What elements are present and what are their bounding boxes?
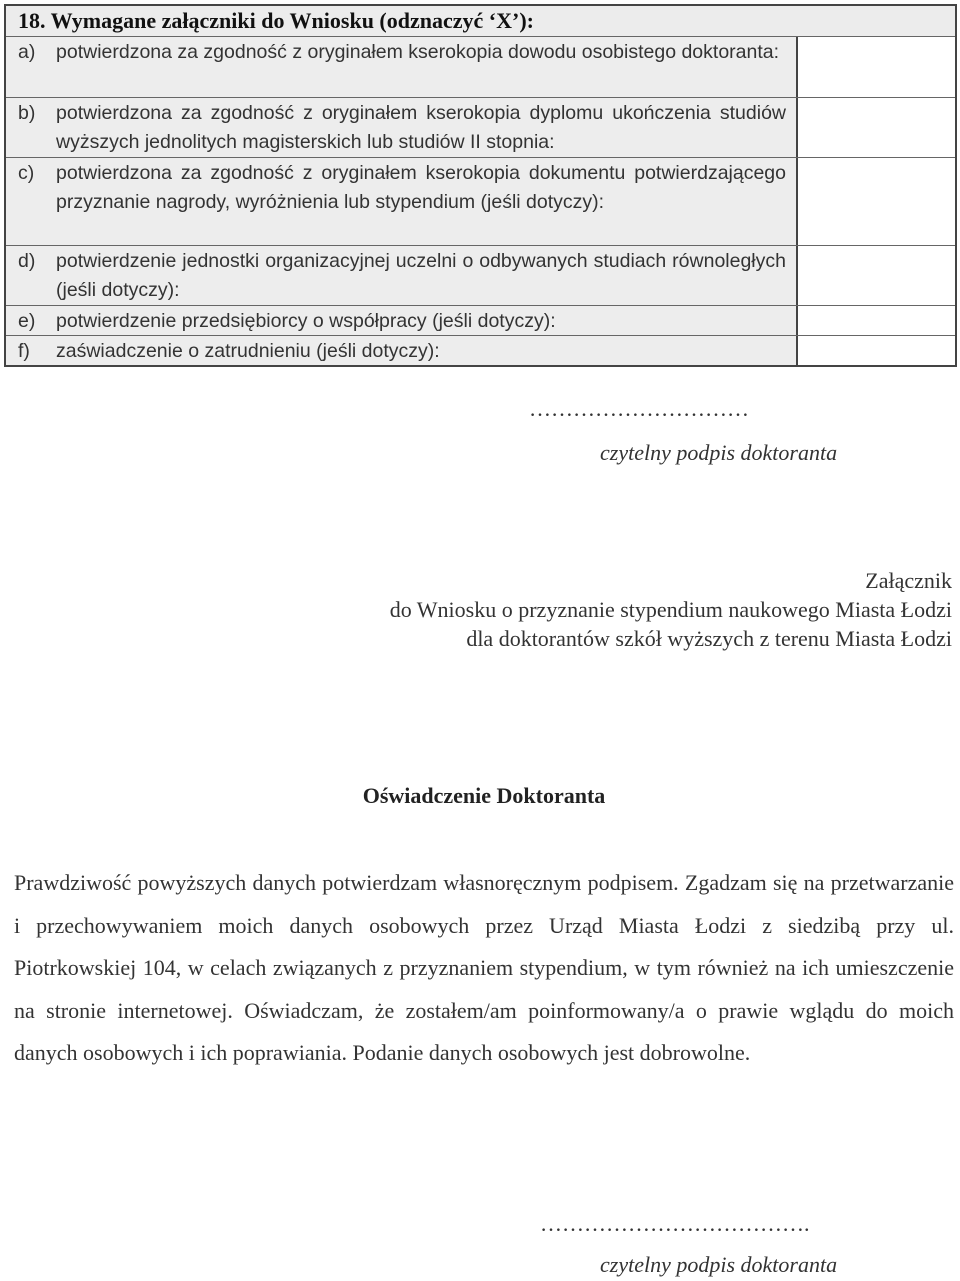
statement-body: Prawdziwość powyższych danych potwierdzam własnoręcznym podpisem. Zgadzam się na przetwarzanie i przechowywaniem moich danych osobowych przez Urząd Miasta Łodzi z siedzibą przy ul. Piotrkowskiej 104, w celach związanych z przyznaniem stypendium, w tym również na ich umieszczenie na stronie internetowej. Oświadczam, że zostałem/am poinformowany/a o prawie wglądu do moich danych osobowych i ich poprawiania. Podanie danych osobowych jest dobrowolne. (14, 870, 954, 1065)
signature-caption: czytelny podpis doktoranta (600, 1252, 838, 1277)
attachment-checkbox-cell[interactable] (798, 306, 955, 335)
attachments-table (4, 4, 957, 367)
attachment-label: a) (18, 41, 36, 63)
attachments-header: 18. Wymagane załączniki do Wniosku (odznaczyć ‘X’): (6, 6, 955, 37)
attachment-text: potwierdzona za zgodność z oryginałem kserokopia dowodu osobistego doktoranta: (56, 41, 780, 63)
attachment-row-f (6, 336, 955, 365)
attachment-row-b (6, 98, 955, 158)
annex-line-2: do Wniosku o przyznanie stypendium naukowego Miasta Łodzi (389, 597, 952, 622)
statement-title: Oświadczenie Doktoranta (362, 783, 606, 808)
annex-heading (390, 566, 952, 653)
attachment-label: e) (18, 310, 36, 332)
attachment-row-e (6, 306, 955, 336)
attachment-checkbox-cell[interactable] (798, 37, 955, 97)
attachment-label: b) (18, 102, 36, 124)
attachment-row-d (6, 246, 955, 306)
annex-line-3: dla doktorantów szkół wyższych z terenu Miasta Łodzi (466, 626, 952, 651)
attachment-checkbox-cell[interactable] (798, 98, 955, 157)
attachment-checkbox-cell[interactable] (798, 336, 955, 365)
attachment-row-c (6, 158, 955, 246)
attachment-text: potwierdzona za zgodność z oryginałem kserokopia dyplomu ukończenia studiów wyższych jednolitych magisterskich lub studiów II stopnia: (56, 102, 786, 153)
signature-line: ………………………… (529, 396, 749, 421)
attachment-checkbox-cell[interactable] (798, 246, 955, 305)
attachment-text: zaświadczenie o zatrudnieniu (jeśli dotyczy): (56, 340, 440, 362)
attachment-text: potwierdzenie jednostki organizacyjnej uczelni o odbywanych studiach równoległych (jeśli dotyczy): (56, 250, 786, 301)
signature-caption: czytelny podpis doktoranta (600, 440, 838, 465)
attachment-label: c) (18, 162, 35, 184)
attachment-row-a (6, 37, 955, 98)
signature-line: ………………………………. (540, 1211, 810, 1236)
attachment-text: potwierdzenie przedsiębiorcy o współpracy (jeśli dotyczy): (56, 310, 556, 332)
annex-line-1: Załącznik (865, 568, 952, 593)
attachment-checkbox-cell[interactable] (798, 158, 955, 245)
attachment-text: potwierdzona za zgodność z oryginałem kserokopia dokumentu potwierdzającego przyznanie nagrody, wyróżnienia lub stypendium (jeśli dotyczy): (56, 162, 786, 213)
attachment-label: d) (18, 250, 36, 272)
attachment-label: f) (18, 340, 30, 362)
